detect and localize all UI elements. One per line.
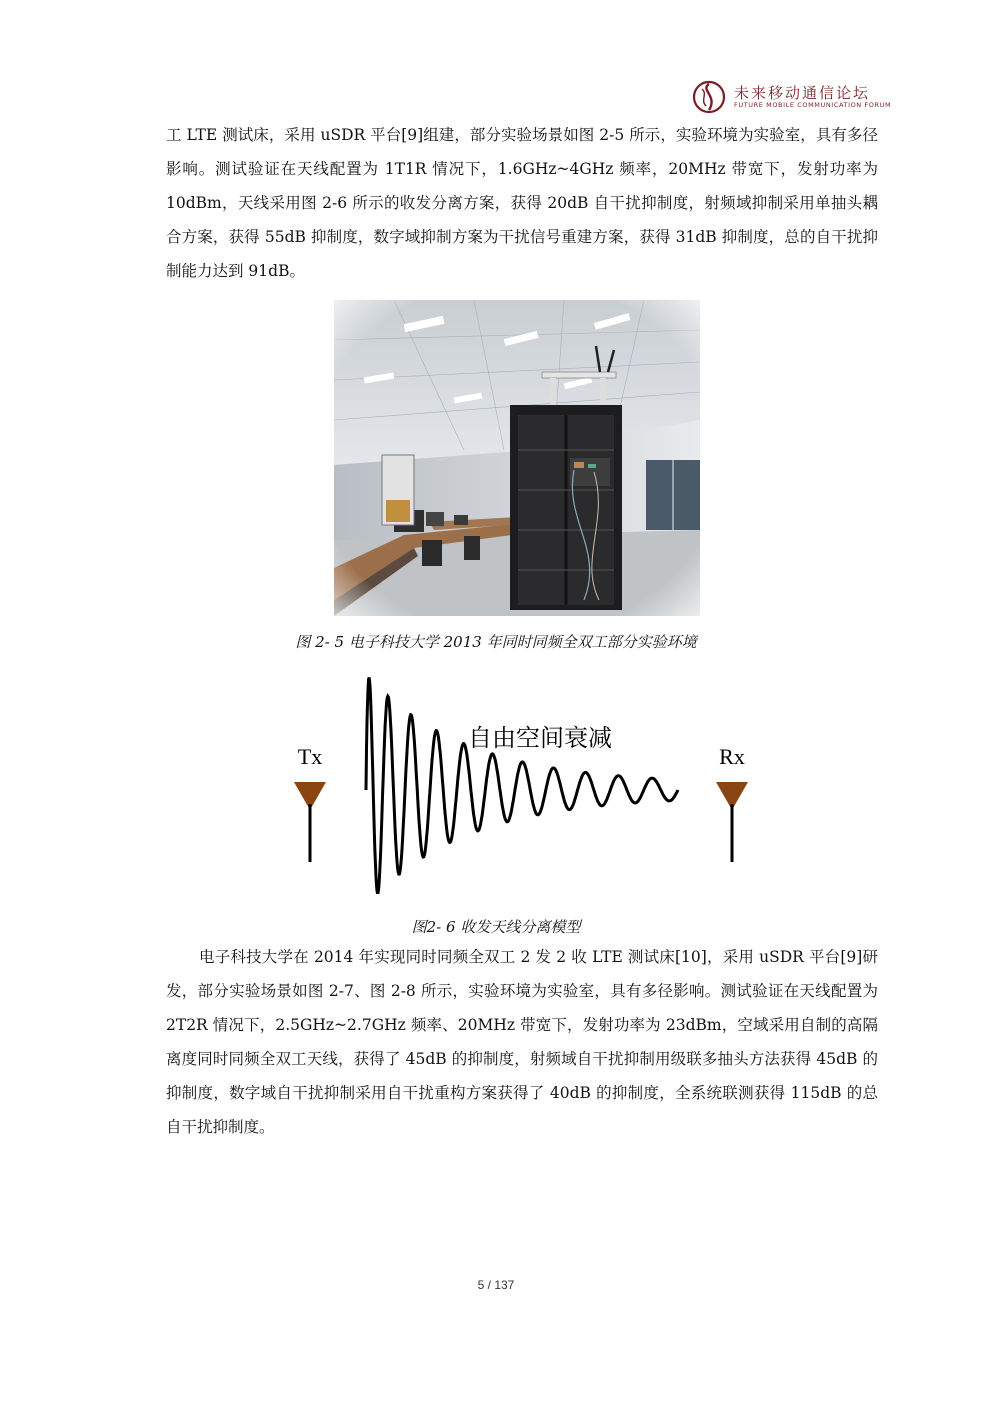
body-paragraph-1: 工 LTE 测试床，采用 uSDR 平台[9]组建，部分实验场景如图 2-5 所示，实验环境为实验室，具有多径影响。测试验证在天线配置为 1T1R 情况下，1.6GHz~4GHz 频率，20MHz 带宽下，发射功率为 10dBm，天线采用图 2-6 所示的收发分离方案，获得 20dB 自干扰抑制度，射频域抑制采用单抽头耦合方案，获得 55dB 抑制度，数字域抑制方案为干扰信号重建方案，获得 31dB 抑制度，总的自干扰抑制能力达到 91dB。 <box>166 126 878 280</box>
decaying-wave <box>366 678 678 894</box>
body-paragraph-2: 电子科技大学在 2014 年实现同时同频全双工 2 发 2 收 LTE 测试床[10]，采用 uSDR 平台[9]研发，部分实验场景如图 2-7、图 2-8 所示，实验环境为实验室，具有多径影响。测试验证在天线配置为 2T2R 情况下，2.5GHz~2.7GHz 频率、20MHz 带宽下，发射功率为 23dBm，空域采用自制的高隔离度同时同频全双工天线，获得了 45dB 的抑制度，射频域自干扰抑制用级联多抽头方法获得 45dB 的抑制度，数字域自干扰抑制采用自干扰重构方案获得了 40dB 的抑制度，全系统联测获得 115dB 的总自干扰抑制度。 <box>166 948 878 1136</box>
rx-antenna-icon <box>716 782 748 862</box>
page-number: 5 / 137 <box>477 1278 515 1292</box>
figure-caption-2-6: 图2- 6 收发天线分离模型 <box>411 918 581 936</box>
forum-logo <box>690 80 892 114</box>
tx-antenna-icon <box>294 782 326 862</box>
forum-emblem-icon <box>692 80 726 114</box>
figure-caption-2-5: 图 2- 5 电子科技大学 2013 年同时同频全双工部分实验环境 <box>295 633 697 651</box>
antenna-separation-diagram <box>280 664 780 894</box>
logo-title: 未来移动通信论坛 <box>734 84 871 102</box>
lab-photo <box>334 300 700 616</box>
logo-subtitle: FUTURE MOBILE COMMUNICATION FORUM <box>734 101 892 109</box>
tx-label: Tx <box>297 744 323 769</box>
rx-label: Rx <box>719 744 745 769</box>
wave-label: 自由空间衰减 <box>468 724 612 752</box>
